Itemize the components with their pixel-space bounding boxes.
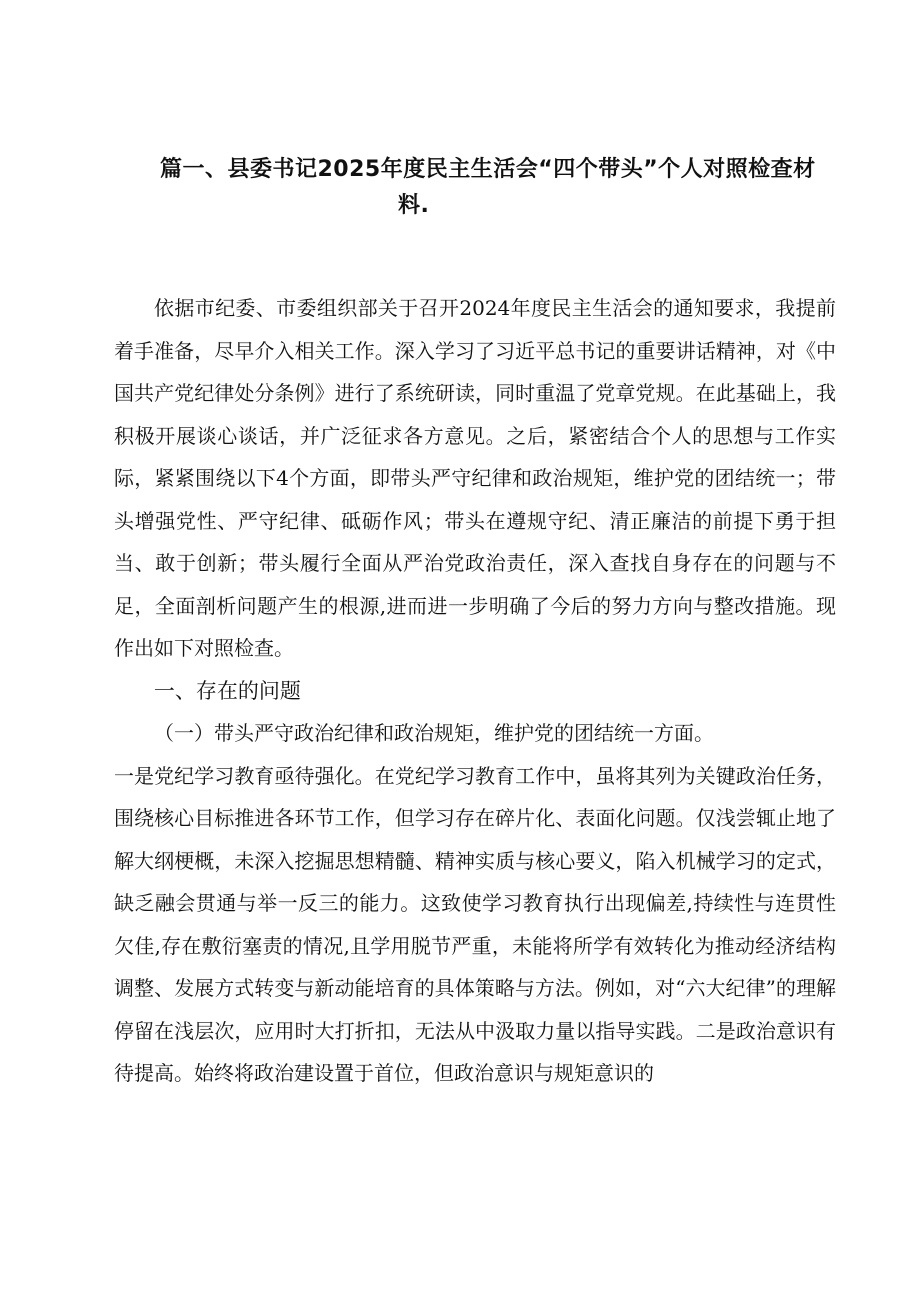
body-paragraph-2: 一是党纪学习教育亟待强化。在党纪学习教育工作中，虽将其列为关键政治任务，围绕核心目标推进各环节工作，但学习存在碎片化、表面化问题。仅浅尝辄止地了解大纲梗概，未深入挖掘思想精髓、精神实质与核心要义，陷入机械学习的定式，缺乏融会贯通与举一反三的能力。这致使学习教育执行出现偏差,持续性与连贯性欠佳,存在敷衍塞责的情况,且学用脱节严重，未能将所学有效转化为推动经济结构调整、发展方式转变与新动能培育的具体策略与方法。例如，对“六大纪律”的理解停留在浅层次，应用时大打折扣，无法从中汲取力量以指导实践。二是政治意识有待提高。始终将政治建设置于首位，但政治意识与规矩意识的 <box>114 763 836 1085</box>
intro-paragraph: 依据市纪委、市委组织部关于召开2024年度民主生活会的通知要求，我提前着手准备，尽早介入相关工作。深入学习了习近平总书记的重要讲话精神，对《中国共产党纪律处分条例》进行了系统研读，同时重温了党章党规。在此基础上，我积极开展谈心谈话，并广泛征求各方意见。之后，紧密结合个人的思想与工作实际，紧紧围绕以下4个方面，即带头严守纪律和政治规矩，维护党的团结统一；带头增强党性、严守纪律、砥砺作风；带头在遵规守纪、清正廉洁的前提下勇于担当、敢于创新；带头履行全面从严治党政治责任，深入查找自身存在的问题与不足，全面剖析问题产生的根源,进而进一步明确了今后的努力方向与整改措施。现作出如下对照检查。 <box>114 296 836 660</box>
subsection-heading-1: （一）带头严守政治纪律和政治规矩，维护党的团结统一方面。 <box>154 721 714 745</box>
title-line-1: 篇一、县委书记2025年度民主生活会“四个带头”个人对照检查材 <box>160 157 816 182</box>
title-line-2: 料. <box>398 193 430 218</box>
document-body <box>114 287 836 1095</box>
section-heading-problems: 一、存在的问题 <box>153 678 301 703</box>
document-title <box>160 152 850 224</box>
